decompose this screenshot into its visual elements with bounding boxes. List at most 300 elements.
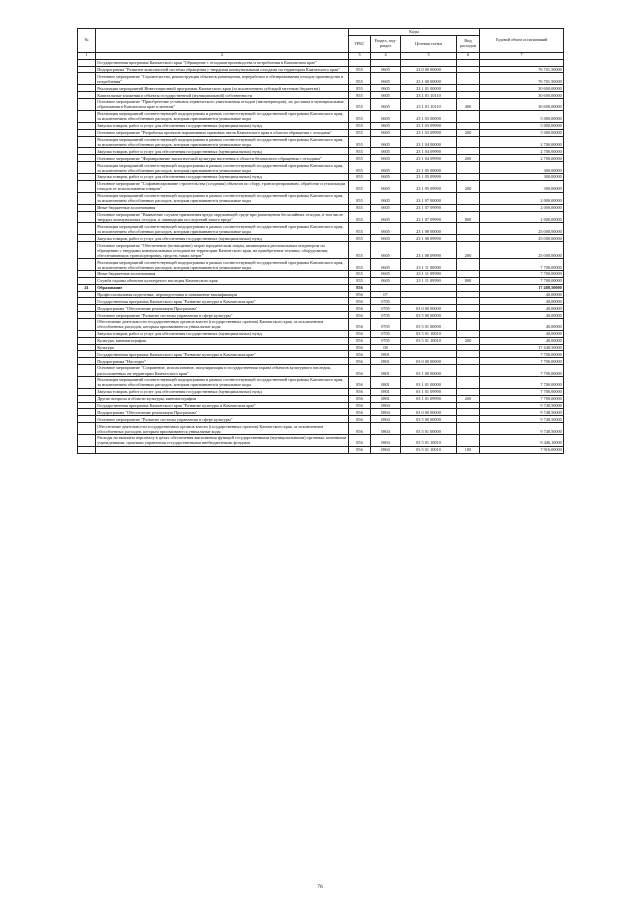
row-grbs: 855 (349, 277, 371, 284)
table-row (78, 358, 564, 365)
row-razdel: 0804 (371, 423, 401, 435)
row-name: Реализация мероприятий соответствующей подпрограммы в рамках соответствующей государственной программы Камчатского края, за исключением обособленных расходов, которым присваиваются уникальные коды (96, 223, 349, 235)
row-grbs: 856 (349, 416, 371, 423)
table-row (78, 402, 564, 409)
table-row (78, 318, 564, 330)
row-target-article: 23 1 07 00000 (401, 192, 457, 204)
row-name: Реализация мероприятий соответствующей подпрограммы в рамках соответствующей государственной программы Камчатского края, за исключением обособленных расходов, которым присваиваются уникальные коды (96, 376, 349, 388)
row-name: Государственная программа Камчатского края "Развитие культуры в Камчатском крае" (96, 298, 349, 305)
row-expense-type (457, 435, 480, 447)
row-target-article: 03 5 01 10010 (401, 337, 457, 344)
row-razdel: 0605 (371, 223, 401, 235)
row-razdel: 0605 (371, 92, 401, 99)
row-target-article: 03 5 00 00000 (401, 312, 457, 319)
row-target-article: 03 5 01 10010 (401, 435, 457, 447)
index-cell: 4 (371, 53, 401, 60)
row-amount: 40,00000 (480, 291, 564, 298)
row-grbs: 855 (349, 122, 371, 129)
row-grbs: 855 (349, 148, 371, 155)
row-number (78, 330, 96, 337)
row-name: Реализация мероприятий соответствующей подпрограммы в рамках соответствующей государственной программы Камчатского края, за исключением обособленных расходов, которым присваиваются уникальные коды (96, 110, 349, 122)
row-expense-type (457, 110, 480, 122)
row-target-article (401, 344, 457, 351)
row-name: Государственная программа Камчатского края "Обращение с отходами производства и потребления в Камчатском крае" (96, 59, 349, 66)
row-expense-type (457, 85, 480, 92)
row-target-article (401, 402, 457, 409)
row-name: Культура, кинематография (96, 337, 349, 344)
row-amount: 9 748,50000 (480, 402, 564, 409)
row-name: Основное мероприятие "Сохранение, использование, популяризация и государственная охрана объектов культурного наследия, расположенных на территории Камчатского края" (96, 365, 349, 377)
row-number (78, 435, 96, 447)
index-cell: 5 (401, 53, 457, 60)
row-grbs: 856 (349, 358, 371, 365)
row-number (78, 312, 96, 319)
row-number (78, 92, 96, 99)
row-target-article: 23 1 11 09990 (401, 277, 457, 284)
header-row-group (78, 29, 564, 36)
row-expense-type (457, 358, 480, 365)
header-sum: Годовой объем ассигнований (480, 29, 564, 53)
row-razdel: 0804 (371, 435, 401, 447)
table-row (78, 192, 564, 204)
row-expense-type (457, 423, 480, 435)
table-row (78, 351, 564, 358)
page-number: 76 (317, 884, 323, 890)
row-name: Реализация мероприятий соответствующей подпрограммы в рамках соответствующей государственной программы Камчатского края, за исключением обособленных расходов, которым присваиваются уникальные коды (96, 162, 349, 174)
row-amount: 40,00000 (480, 305, 564, 312)
row-razdel: 0801 (371, 358, 401, 365)
row-amount: 25 000,00000 (480, 223, 564, 235)
row-amount: 7 700,00000 (480, 365, 564, 377)
row-amount: 9 748,50000 (480, 416, 564, 423)
row-name: Основное мероприятие "Разработка проектов нормативных правовых актов Камчатского края в области обращения с отходами" (96, 129, 349, 136)
row-name: Основное мероприятие "Развитие системы управления в сфере культуры" (96, 312, 349, 319)
row-target-article: 23 1 04 00000 (401, 136, 457, 148)
row-number (78, 211, 96, 223)
row-razdel: 0605 (371, 271, 401, 278)
row-grbs: 855 (349, 110, 371, 122)
row-amount: 2 700,00000 (480, 155, 564, 162)
row-grbs: 855 (349, 242, 371, 259)
row-grbs: 855 (349, 223, 371, 235)
row-amount: 7 700,00000 (480, 351, 564, 358)
row-amount: 300,00000 (480, 180, 564, 192)
table-row (78, 277, 564, 284)
row-name: Подпрограмма "Обеспечение реализации Программы" (96, 305, 349, 312)
row-number (78, 291, 96, 298)
row-target-article: 03 0 00 00000 (401, 409, 457, 416)
row-expense-type (457, 92, 480, 99)
table-row (78, 337, 564, 344)
row-number (78, 409, 96, 416)
table-row (78, 235, 564, 242)
row-number (78, 305, 96, 312)
table-row (78, 291, 564, 298)
row-razdel (371, 59, 401, 66)
row-expense-type (457, 204, 480, 211)
row-target-article: 23 1 08 09990 (401, 235, 457, 242)
table-row (78, 59, 564, 66)
row-target-article: 23 1 01 10110 (401, 92, 457, 99)
row-grbs: 855 (349, 162, 371, 174)
row-target-article: 23 0 00 00000 (401, 66, 457, 73)
row-amount: 2 700,00000 (480, 148, 564, 155)
row-name: Капитальные вложения в объекты государственной (муниципальной) собственности (96, 92, 349, 99)
row-grbs: 855 (349, 155, 371, 162)
row-razdel: 0705 (371, 330, 401, 337)
row-expense-type: 100 (457, 446, 480, 453)
table-row (78, 409, 564, 416)
row-grbs: 856 (349, 312, 371, 319)
row-grbs: 856 (349, 291, 371, 298)
row-amount: 7 700,00000 (480, 277, 564, 284)
row-amount: 5 000,00000 (480, 129, 564, 136)
row-grbs: 855 (349, 180, 371, 192)
row-number (78, 395, 96, 402)
row-grbs: 856 (349, 344, 371, 351)
row-amount: 7 916,00000 (480, 446, 564, 453)
row-razdel: 0804 (371, 446, 401, 453)
row-target-article: 03 1 01 09990 (401, 388, 457, 395)
row-amount: 76 701,50000 (480, 66, 564, 73)
table-row (78, 312, 564, 319)
row-expense-type: 400 (457, 99, 480, 111)
row-target-article: 03 0 00 00000 (401, 305, 457, 312)
table-row (78, 446, 564, 453)
row-number (78, 204, 96, 211)
row-target-article: 23 1 03 09990 (401, 122, 457, 129)
row-number (78, 66, 96, 73)
row-name: Расходы на выплаты персоналу в целях обеспечения выполнения функций государственными (муниципальными) органами, казенными учреждениями, органами управления государственными внебюджетными фондами (96, 435, 349, 447)
row-name: Основное мероприятие "Софинансирование строительства (создания) объектов по сбору, транспортированию, обработке и утилизации отходов от использования товаров" (96, 180, 349, 192)
table-row (78, 174, 564, 181)
row-grbs: 855 (349, 129, 371, 136)
row-grbs: 856 (349, 337, 371, 344)
row-amount: 40,00000 (480, 312, 564, 319)
row-number (78, 162, 96, 174)
index-cell: 1 (78, 53, 96, 60)
row-grbs: 856 (349, 423, 371, 435)
row-expense-type (457, 174, 480, 181)
row-amount: 17 488,50000 (480, 284, 564, 291)
table-row (78, 85, 564, 92)
row-razdel: 0804 (371, 416, 401, 423)
row-number (78, 446, 96, 453)
row-expense-type (457, 330, 480, 337)
row-expense-type (457, 298, 480, 305)
row-grbs: 856 (349, 284, 371, 291)
index-cell: 2 (96, 53, 349, 60)
row-expense-type: 200 (457, 395, 480, 402)
row-expense-type (457, 376, 480, 388)
header-grbs: ГРБС (349, 36, 371, 53)
row-number (78, 223, 96, 235)
row-number (78, 59, 96, 66)
row-target-article (401, 284, 457, 291)
row-target-article: 23 1 11 00000 (401, 259, 457, 271)
row-number (78, 99, 96, 111)
row-razdel: 0705 (371, 305, 401, 312)
table-row (78, 136, 564, 148)
row-amount: 7 700,00000 (480, 388, 564, 395)
row-target-article: 23 1 03 09990 (401, 129, 457, 136)
row-razdel: 0801 (371, 365, 401, 377)
row-razdel: 0605 (371, 192, 401, 204)
row-amount: 25 000,00000 (480, 235, 564, 242)
index-cell: 6 (457, 53, 480, 60)
row-grbs: 855 (349, 85, 371, 92)
row-expense-type (457, 148, 480, 155)
row-expense-type (457, 312, 480, 319)
row-amount: 7 700,00000 (480, 259, 564, 271)
table-row (78, 376, 564, 388)
row-amount: 30 600,00000 (480, 99, 564, 111)
row-razdel: 0804 (371, 409, 401, 416)
row-amount: 7 700,00000 (480, 271, 564, 278)
table-row (78, 99, 564, 111)
row-name: Закупка товаров, работ и услуг для обеспечения государственных (муниципальных) нужд (96, 148, 349, 155)
row-target-article: 23 1 04 09990 (401, 148, 457, 155)
budget-sheet (77, 28, 563, 454)
row-name: Закупка товаров, работ и услуг для обеспечения государственных (муниципальных) нужд (96, 388, 349, 395)
row-target-article: 23 1 05 09990 (401, 174, 457, 181)
row-razdel: 0605 (371, 66, 401, 73)
row-grbs: 856 (349, 388, 371, 395)
row-grbs: 856 (349, 446, 371, 453)
row-number (78, 129, 96, 136)
row-razdel: 0605 (371, 129, 401, 136)
row-grbs: 856 (349, 376, 371, 388)
row-razdel: 0605 (371, 136, 401, 148)
row-name: Основное мероприятие "Формирование экологической культуры населения в области безопасного обращения с отходами" (96, 155, 349, 162)
row-amount: 30 600,00000 (480, 92, 564, 99)
row-target-article: 23 1 05 00000 (401, 162, 457, 174)
header-index-row (78, 53, 564, 60)
row-expense-type: 200 (457, 129, 480, 136)
row-target-article: 23 1 01 10110 (401, 99, 457, 111)
table-row (78, 271, 564, 278)
header-codes: Коды (349, 29, 480, 36)
row-target-article: 03 1 01 00000 (401, 376, 457, 388)
row-amount: 40,00000 (480, 318, 564, 330)
row-grbs: 855 (349, 174, 371, 181)
row-target-article: 03 0 00 00000 (401, 358, 457, 365)
row-expense-type (457, 318, 480, 330)
row-razdel: 0605 (371, 85, 401, 92)
row-amount: 9 748,50000 (480, 423, 564, 435)
row-expense-type (457, 402, 480, 409)
row-target-article: 23 1 00 00000 (401, 73, 457, 85)
header-num: № (78, 29, 96, 53)
row-name: Закупка товаров, работ и услуг для обеспечения государственных (муниципальных) нужд (96, 174, 349, 181)
row-expense-type (457, 73, 480, 85)
row-target-article: 23 1 08 09990 (401, 242, 457, 259)
table-row (78, 92, 564, 99)
table-row (78, 435, 564, 447)
row-razdel: 0605 (371, 155, 401, 162)
table-row (78, 395, 564, 402)
table-row (78, 211, 564, 223)
row-amount: 30 600,00000 (480, 85, 564, 92)
row-number (78, 277, 96, 284)
row-name: Обеспечение деятельности государственных органов власти (государственных органов) Камчатского края, за исключением обособленных расходов, которым присваиваются уникальные коды (96, 318, 349, 330)
row-amount: 7 700,00000 (480, 358, 564, 365)
row-target-article: 23 1 11 09990 (401, 271, 457, 278)
row-name: Иные бюджетные ассигнования (96, 271, 349, 278)
row-grbs: 855 (349, 73, 371, 85)
row-number: 41 (78, 284, 96, 291)
row-target-article: 03 5 00 00000 (401, 416, 457, 423)
row-razdel: 0705 (371, 298, 401, 305)
row-number (78, 423, 96, 435)
row-name: Основное мероприятие "Выявление случаев причинения вреда окружающей среде при размещении бесхозяйных отходов, в том числе твердых коммунальных отходов, и ликвидация последствий такого вреда" (96, 211, 349, 223)
row-target-article: 03 5 01 10010 (401, 330, 457, 337)
row-expense-type (457, 291, 480, 298)
row-expense-type (457, 259, 480, 271)
row-razdel: 0804 (371, 402, 401, 409)
header-razdel: Раздел, под-раздел (371, 36, 401, 53)
table-row (78, 298, 564, 305)
table-row (78, 66, 564, 73)
row-target-article: 23 1 07 09990 (401, 211, 457, 223)
row-amount: 7 700,00000 (480, 376, 564, 388)
row-number (78, 298, 96, 305)
row-name (96, 446, 349, 453)
row-amount: 5 000,00000 (480, 110, 564, 122)
row-grbs: 856 (349, 330, 371, 337)
row-number (78, 365, 96, 377)
row-razdel: 0605 (371, 204, 401, 211)
index-cell: 7 (480, 53, 564, 60)
row-razdel: 0605 (371, 180, 401, 192)
row-target-article: 03 1 01 09990 (401, 395, 457, 402)
table-row (78, 242, 564, 259)
row-grbs: 855 (349, 92, 371, 99)
row-number (78, 148, 96, 155)
row-grbs: 856 (349, 298, 371, 305)
row-target-article: 23 1 05 09990 (401, 180, 457, 192)
row-amount: 9 748,50000 (480, 409, 564, 416)
row-name: Иные бюджетные ассигнования (96, 204, 349, 211)
table-row (78, 284, 564, 291)
row-expense-type (457, 66, 480, 73)
row-grbs: 855 (349, 66, 371, 73)
table-row (78, 416, 564, 423)
row-name: Основное мероприятие "Строительство, реконструкция объектов размещения, переработки и обезвреживания отходов производства и потребления" (96, 73, 349, 85)
row-grbs (349, 59, 371, 66)
row-number (78, 351, 96, 358)
row-razdel: 0605 (371, 174, 401, 181)
row-razdel: 0801 (371, 351, 401, 358)
row-razdel: 0605 (371, 277, 401, 284)
row-razdel: 0705 (371, 312, 401, 319)
row-expense-type (457, 344, 480, 351)
row-target-article: 23 1 07 09990 (401, 204, 457, 211)
row-expense-type: 200 (457, 242, 480, 259)
row-number (78, 180, 96, 192)
row-target-article: 03 5 01 00000 (401, 318, 457, 330)
row-expense-type: 800 (457, 211, 480, 223)
row-amount: 40,00000 (480, 298, 564, 305)
row-expense-type (457, 409, 480, 416)
row-grbs: 855 (349, 235, 371, 242)
row-grbs: 855 (349, 99, 371, 111)
table-row (78, 129, 564, 136)
row-name: Основное мероприятие "Развитие системы управления в сфере культуры" (96, 416, 349, 423)
row-name: Подпрограмма "Наследие" (96, 358, 349, 365)
row-amount: 2 000,00000 (480, 192, 564, 204)
row-target-article: 03 1 00 00000 (401, 365, 457, 377)
row-amount (480, 59, 564, 66)
row-grbs: 856 (349, 305, 371, 312)
row-number (78, 73, 96, 85)
row-razdel (371, 284, 401, 291)
table-row (78, 223, 564, 235)
row-razdel: 0801 (371, 376, 401, 388)
row-grbs: 855 (349, 192, 371, 204)
row-target-article: 23 1 01 00000 (401, 85, 457, 92)
row-grbs: 855 (349, 211, 371, 223)
row-expense-type (457, 365, 480, 377)
row-amount: 2 000,00000 (480, 204, 564, 211)
row-number (78, 376, 96, 388)
row-target-article (401, 298, 457, 305)
row-amount: 2 000,00000 (480, 211, 564, 223)
row-amount: 25 000,00000 (480, 242, 564, 259)
row-name: Государственная программа Камчатского края "Развитие культуры в Камчатском крае" (96, 351, 349, 358)
row-name: Подпрограмма "Развитие комплексной системы обращения с твердыми коммунальными отходами на территории Камчатского края" (96, 66, 349, 73)
row-number (78, 402, 96, 409)
row-grbs: 856 (349, 409, 371, 416)
row-name: Реализация мероприятий Инвестиционной программы Камчатского края (за исключением субсидий местным бюджетам) (96, 85, 349, 92)
row-grbs: 855 (349, 204, 371, 211)
table-row (78, 259, 564, 271)
row-name: Культура (96, 344, 349, 351)
row-razdel: 0705 (371, 318, 401, 330)
row-number (78, 318, 96, 330)
row-expense-type (457, 136, 480, 148)
table-row (78, 148, 564, 155)
table-row (78, 162, 564, 174)
row-expense-type: 200 (457, 155, 480, 162)
row-amount: 300,00000 (480, 174, 564, 181)
table-row (78, 344, 564, 351)
row-amount: 300,00000 (480, 162, 564, 174)
header-name (96, 29, 349, 53)
row-expense-type (457, 223, 480, 235)
row-amount: 40,00000 (480, 337, 564, 344)
row-razdel: 0605 (371, 148, 401, 155)
table-row (78, 388, 564, 395)
row-number (78, 271, 96, 278)
row-expense-type (457, 305, 480, 312)
row-grbs: 855 (349, 136, 371, 148)
table-row (78, 204, 564, 211)
row-target-article: 03 5 01 10010 (401, 446, 457, 453)
row-grbs: 855 (349, 259, 371, 271)
row-expense-type (457, 59, 480, 66)
row-razdel: 0605 (371, 259, 401, 271)
row-expense-type: 200 (457, 337, 480, 344)
row-razdel: 0801 (371, 388, 401, 395)
row-number (78, 110, 96, 122)
row-razdel: 0605 (371, 110, 401, 122)
row-target-article: 23 1 08 00000 (401, 223, 457, 235)
row-name: Образование (96, 284, 349, 291)
row-name: Основное мероприятие "Приобретение установок термического уничтожения отходов (инсинераторов), их доставка в муниципальные образования в Камчатском крае и монтаж" (96, 99, 349, 111)
table-row (78, 122, 564, 129)
row-razdel: 0605 (371, 235, 401, 242)
